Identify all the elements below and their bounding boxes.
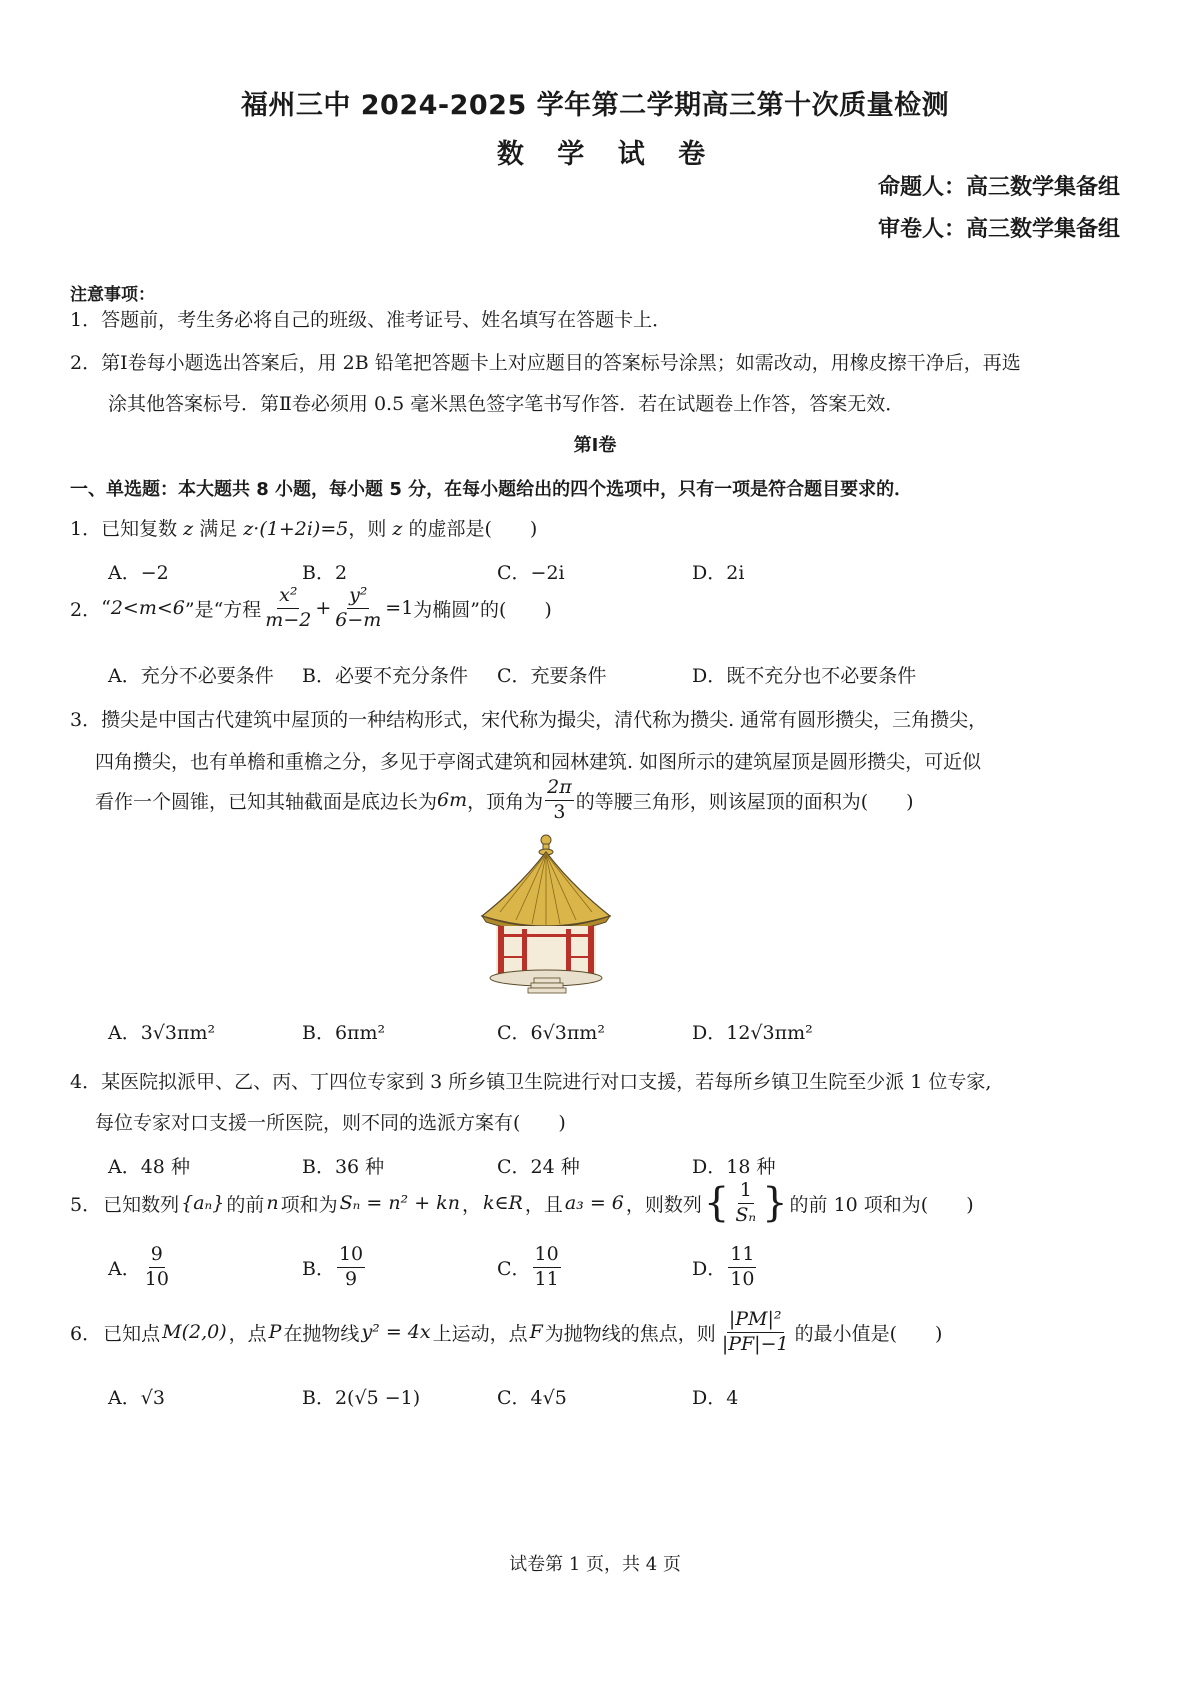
- exam-subtitle: 数 学 试 卷: [496, 139, 718, 170]
- notice-item-2-line-2: 涂其他答案标号．第Ⅱ卷必须用 0.5 毫米黑色签字笔书写作答．若在试题卷上作答，答案无效．: [108, 393, 905, 415]
- question-text: 的前: [226, 1193, 265, 1216]
- q4-option-b: B．36 种: [302, 1156, 385, 1178]
- option-label: B．: [302, 1257, 335, 1280]
- question-text: ”是“方程: [184, 598, 262, 621]
- question-text: 的等腰三角形，则该屋顶的面积为( ): [575, 790, 914, 813]
- q5-option-d: [692, 1245, 758, 1290]
- question-text: ，则: [348, 518, 387, 540]
- q5-option-c: [497, 1245, 563, 1290]
- question-text: ，点: [228, 1322, 267, 1345]
- question-text: ，则数列: [625, 1193, 702, 1216]
- part-one-heading: 第Ⅰ卷: [573, 435, 617, 456]
- fraction: [545, 778, 574, 823]
- math-expression: =1: [385, 597, 414, 620]
- math-expression: 2<m<6: [110, 597, 185, 620]
- math-var: F: [529, 1321, 543, 1344]
- q4-option-c: C．24 种: [497, 1156, 580, 1178]
- question-text: ，且: [524, 1193, 563, 1216]
- roof-icon: [482, 852, 610, 932]
- option-label: C．: [497, 1257, 531, 1280]
- option-label: A．: [108, 1257, 141, 1280]
- q3-option-c: C．6√3πm²: [497, 1022, 605, 1044]
- math-expression: k∈R: [482, 1192, 523, 1214]
- question-text: 的最小值是( ): [794, 1322, 943, 1345]
- brace-right: }: [762, 1180, 788, 1226]
- question-4-line-1: 4．某医院拟派甲、乙、丙、丁四位专家到 3 所乡镇卫生院进行对口支援，若每所乡镇卫生院至少派 1 位专家,: [70, 1071, 992, 1093]
- question-text: “: [101, 597, 111, 620]
- question-number: 1．: [70, 518, 102, 540]
- question-text: 已知数列: [103, 1193, 180, 1216]
- q6-option-b: B．2(√5 −1): [302, 1387, 421, 1409]
- q3-option-b: B．6πm²: [302, 1022, 386, 1044]
- q2-option-b: B．必要不充分条件: [302, 665, 468, 687]
- math-expression: z·(1+2i)=5: [243, 518, 349, 540]
- q2-option-c: C．充要条件: [497, 665, 607, 687]
- question-text: 为椭圆”的( ): [413, 598, 552, 621]
- pillars-icon: [496, 926, 596, 974]
- fraction-denominator: Sₙ: [735, 1203, 757, 1226]
- page-footer: 试卷第 1 页，共 4 页: [509, 1554, 681, 1575]
- pavilion-figure: [470, 828, 620, 1003]
- math-var: P: [268, 1321, 282, 1344]
- question-3-line-1: 3．攒尖是中国古代建筑中屋顶的一种结构形式，宋代称为撮尖，清代称为攒尖. 通常有圆形攒尖，三角攒尖，: [70, 709, 988, 731]
- math-expression: 6m: [437, 789, 468, 812]
- question-text: 在抛物线: [283, 1322, 360, 1345]
- math-expression: y² = 4x: [361, 1321, 431, 1344]
- question-5: 5． 已知数列 {aₙ} 的前 n 项和为 Sₙ = n² + kn ， k∈R ，且 a₃ = 6 ，则数列 { $\frac{1}{\text{Sₙ}}$ } 的前 10 项和为( ): [70, 1178, 974, 1226]
- math-var: n: [266, 1192, 279, 1214]
- fraction-denominator: 3: [553, 800, 566, 823]
- question-text: 为抛物线的焦点，则: [544, 1322, 716, 1345]
- q4-option-a: A．48 种: [108, 1156, 190, 1178]
- question-number: 2．: [70, 598, 102, 621]
- q6-option-d: D．4: [692, 1387, 739, 1409]
- math-var: z: [392, 518, 403, 540]
- q1-option-b: B．2: [302, 562, 348, 584]
- q6-option-c: C．4√5: [497, 1387, 567, 1409]
- base-icon: [490, 970, 602, 993]
- math-var: z: [183, 518, 194, 540]
- fraction: [728, 1245, 756, 1290]
- fraction: [533, 1245, 561, 1290]
- fraction-numerator: 10: [337, 1245, 365, 1268]
- question-1: [70, 514, 537, 541]
- fraction-denominator: 10: [144, 1267, 169, 1290]
- question-text: 的虚部是( ): [408, 518, 538, 540]
- q5-option-b: [302, 1245, 367, 1290]
- fraction-numerator: 1: [738, 1181, 754, 1204]
- fraction-numerator: 11: [728, 1245, 756, 1268]
- q2-option-a: A．充分不必要条件: [108, 665, 274, 687]
- q4-option-d: D．18 种: [692, 1156, 776, 1178]
- question-4-line-2: 每位专家对口支援一所医院，则不同的选派方案有( ): [95, 1112, 566, 1134]
- q6-option-a: A．√3: [108, 1387, 165, 1409]
- author-line: 命题人：高三数学集备组: [877, 175, 1120, 200]
- brace-left: {: [703, 1180, 730, 1226]
- fraction-numerator: y²: [347, 586, 369, 609]
- question-text: ，顶角为: [467, 790, 544, 813]
- question-text: 满足: [199, 518, 238, 540]
- fraction-denominator: |PF|−1: [721, 1332, 789, 1355]
- question-number: 6．: [70, 1322, 102, 1345]
- fraction-denominator: 11: [534, 1267, 559, 1290]
- question-3-line-2: 四角攒尖，也有单檐和重檐之分，多见于亭阁式建筑和园林建筑. 如图所示的建筑屋顶是圆形攒尖，可近似: [95, 751, 982, 773]
- fraction: [337, 1245, 365, 1290]
- q3-option-a: A．3√3πm²: [108, 1022, 216, 1044]
- fraction-numerator: 2π: [545, 778, 574, 801]
- q2-option-d: D．既不充分也不必要条件: [692, 665, 917, 687]
- math-expression: a₃ = 6: [564, 1192, 624, 1214]
- fraction: [720, 1310, 791, 1355]
- question-6: [70, 1310, 942, 1355]
- reviewer-line: 审卷人：高三数学集备组: [877, 217, 1120, 242]
- fraction: [333, 586, 383, 631]
- question-text: 已知点: [103, 1322, 161, 1345]
- math-expression: {aₙ}: [181, 1192, 225, 1214]
- fraction-numerator: 10: [533, 1245, 561, 1268]
- question-text: 的前 10 项和为( ): [789, 1193, 974, 1216]
- fraction-numerator: 9: [149, 1245, 165, 1268]
- option-label: D．: [692, 1257, 727, 1280]
- q3-option-d: D．12√3πm²: [692, 1022, 813, 1044]
- question-number: 5．: [70, 1193, 102, 1216]
- q5-option-a: [108, 1245, 173, 1290]
- question-text: 看作一个圆锥，已知其轴截面是底边长为: [95, 790, 438, 813]
- question-3-line-3: [95, 778, 914, 823]
- question-2: [70, 586, 552, 631]
- fraction-numerator: |PM|²: [727, 1310, 784, 1333]
- math-expression: M(2,0): [162, 1321, 227, 1344]
- q1-option-c: C．−2i: [497, 562, 565, 584]
- question-text: 项和为: [280, 1193, 338, 1216]
- fraction: [733, 1178, 758, 1226]
- fraction-numerator: x²: [277, 586, 299, 609]
- notice-item-1: 1．答题前，考生务必将自己的班级、准考证号、姓名填写在答题卡上．: [70, 309, 672, 331]
- exam-title: 福州三中 2024-2025 学年第二学期高三第十次质量检测: [240, 90, 950, 121]
- notice-heading: 注意事项：: [70, 285, 155, 305]
- fraction-denominator: 6−m: [335, 608, 382, 631]
- math-expression: Sₙ = n² + kn: [339, 1192, 460, 1214]
- fraction-denominator: m−2: [265, 608, 312, 631]
- q1-option-a: A．−2: [108, 562, 169, 584]
- question-text: 上运动，点: [432, 1322, 528, 1345]
- question-text: 已知复数: [101, 518, 178, 540]
- fraction: [143, 1245, 171, 1290]
- notice-item-2-line-1: 2．第Ⅰ卷每小题选出答案后，用 2B 铅笔把答题卡上对应题目的答案标号涂黑；如需改动，用橡皮擦干净后，再选: [70, 352, 1021, 374]
- fraction: [263, 586, 313, 631]
- section-one-heading: 一、单选题：本大题共 8 小题，每小题 5 分，在每小题给出的四个选项中，只有一项是符合题目要求的．: [70, 479, 913, 500]
- fraction-denominator: 9: [345, 1267, 358, 1290]
- q1-option-d: D．2i: [692, 562, 745, 584]
- fraction-denominator: 10: [730, 1267, 755, 1290]
- math-operator: +: [315, 597, 332, 620]
